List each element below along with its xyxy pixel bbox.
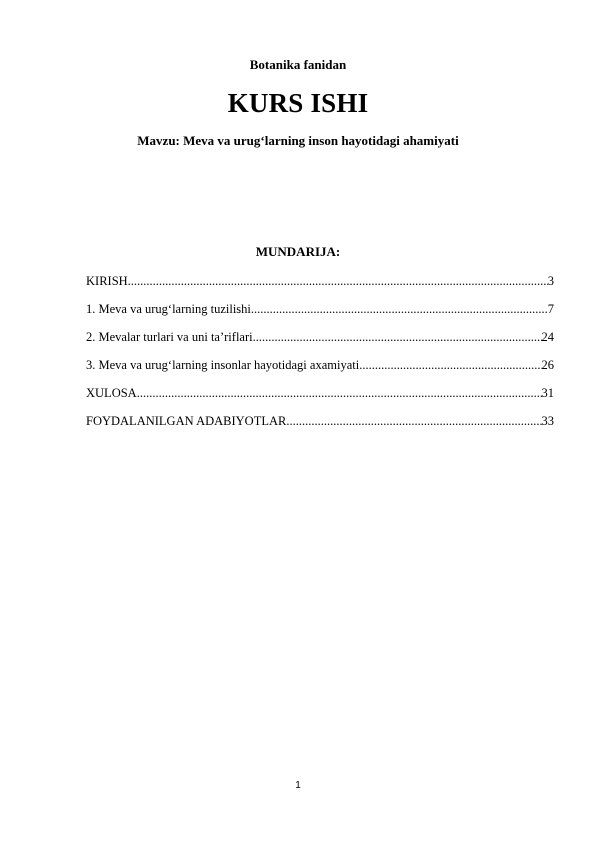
toc-entry-label: XULOSA (86, 386, 137, 400)
toc-entry-page: 3 (547, 274, 554, 288)
toc-heading: MUNDARIJA: (255, 244, 341, 259)
toc-entry-label: 3. Meva va urug‘larning insonlar hayotidagi axamiyati (86, 358, 360, 372)
toc-entry-references (86, 414, 554, 442)
toc-entry-introduction (86, 274, 554, 302)
table-of-contents (86, 274, 554, 442)
toc-entry-conclusion (86, 386, 554, 414)
page-title: KURS ISHI (227, 88, 369, 118)
toc-entry-page: 7 (547, 302, 554, 316)
toc-entry-chapter-2 (86, 330, 554, 358)
toc-leader-dots (286, 414, 541, 429)
topic-line: Mavzu: Meva va urug‘larning inson hayotidagi ahamiyati (137, 133, 459, 148)
toc-entry-label: FOYDALANILGAN ADABIYOTLAR (86, 414, 287, 428)
toc-entry-page: 31 (541, 386, 554, 400)
toc-leader-dots (137, 386, 542, 401)
subject-line: Botanika fanidan (249, 57, 347, 72)
toc-entry-label: KIRISH (86, 274, 128, 288)
toc-entry-page: 33 (541, 414, 554, 428)
toc-leader-dots (128, 274, 548, 289)
toc-entry-label: 1. Meva va urug‘larning tuzilishi (86, 302, 251, 316)
toc-entry-chapter-1 (86, 302, 554, 330)
toc-leader-dots (251, 302, 548, 317)
page-number: 1 (295, 780, 301, 791)
toc-leader-dots (359, 358, 541, 373)
toc-entry-label: 2. Mevalar turlari va uni ta’riflari (86, 330, 253, 344)
toc-entry-page: 24 (541, 330, 554, 344)
toc-entry-chapter-3 (86, 358, 554, 386)
toc-leader-dots (253, 330, 542, 345)
toc-entry-page: 26 (541, 358, 554, 372)
